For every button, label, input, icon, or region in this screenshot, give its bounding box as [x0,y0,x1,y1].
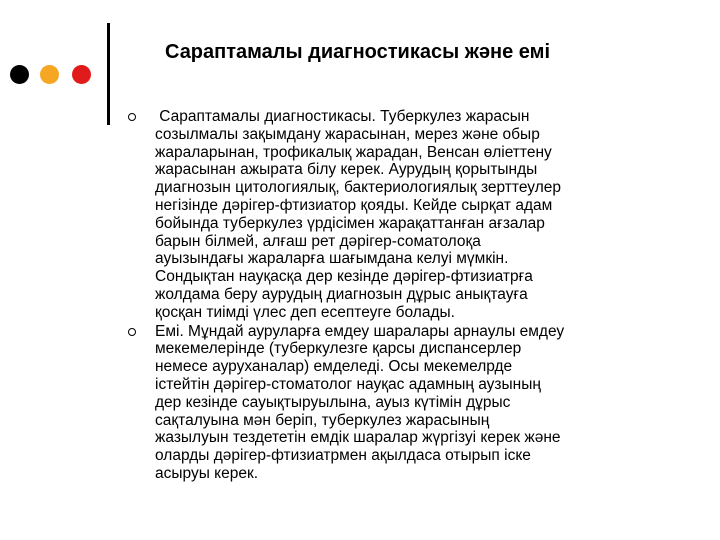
bullet-item-diagnosis [128,108,698,322]
decorative-dots [10,65,100,85]
text-line: немесе ауруханалар) емделеді. Осы мекемелрде [155,358,513,376]
text-line: істейтін дәрігер-стоматолог науқас адамның аузының [155,375,541,393]
text-line: бойында туберкулез үрдісімен жарақаттанған ағзалар [155,214,545,232]
text-line: Сондықтан науқасқа дер кезінде дәрігер-фтизиатрға [155,268,533,286]
text-line: жолдама беру аурудың диагнозын дұрыс анықтауға [155,285,528,303]
bullet-item-treatment [128,323,698,483]
text-line: барын білмей, алғаш рет дәрігер-соматолоқа [155,232,481,250]
red-dot-icon [72,65,91,84]
text-line: асыруы керек. [155,464,259,482]
bullet-circle-icon [128,113,136,121]
bullet-text [155,108,698,322]
text-line: жараларынан, трофикалық жарадан, Венсан өліеттену [155,143,552,161]
black-dot-icon [10,65,29,84]
text-line: негізінде дәрігер-фтизиатор қояды. Кейде сырқат адам [155,196,553,214]
text-line: ауызындағы жараларға шағымдана келуі мүмкін. [155,250,509,268]
bullet-text [155,323,698,483]
text-line: Емі. Мұндай ауруларға емдеу шаралары арнаулы емдеу [155,322,565,340]
title-divider-line [107,23,110,125]
text-line: жазылуын тездететін емдік шаралар жүргізуі керек және [155,429,561,447]
text-line: сақталуына мән беріп, туберкулез жарасының [155,411,490,429]
bullet-list [128,108,698,483]
text-line: диагнозын цитологиялық, бактериологиялық зерттеулер [155,179,561,197]
text-line: жарасынан ажырата білу керек. Аурудың қорытынды [155,161,538,179]
text-line: дер кезінде сауықтыруылына, ауыз күтімін дұрыс [155,393,511,411]
text-line: созылмалы зақымдану жарасынан, мерез және обыр [155,125,540,143]
text-line: мекемелерінде (туберкулезге қарсы диспансерлер [155,340,522,358]
text-line: оларды дәрігер-фтизиатрмен ақылдаса отырып іске [155,447,531,465]
bullet-circle-icon [128,328,136,336]
text-line: қосқан тиімді үлес деп есептеуге болады. [155,303,455,321]
slide-title: Сараптамалы диагностикасы және емі [165,41,550,63]
orange-dot-icon [40,65,59,84]
text-line: Сараптамалы диагностикасы. Туберкулез жарасын [155,108,530,125]
